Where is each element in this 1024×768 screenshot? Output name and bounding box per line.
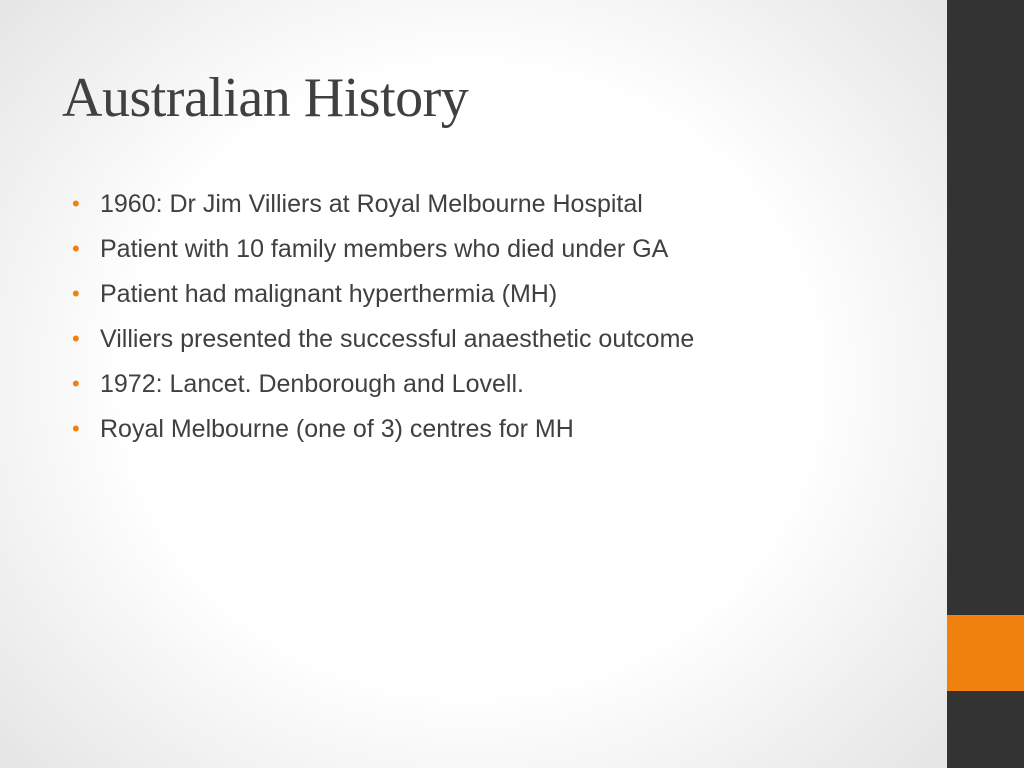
bullet-text: Royal Melbourne (one of 3) centres for MH bbox=[100, 415, 574, 443]
bullet-item bbox=[72, 363, 932, 408]
bullet-list bbox=[72, 183, 932, 453]
bullet-text: Villiers presented the successful anaesthetic outcome bbox=[100, 325, 695, 353]
bullet-item bbox=[72, 318, 932, 363]
bullet-item bbox=[72, 408, 932, 453]
bullet-icon: • bbox=[72, 236, 80, 261]
bullet-icon: • bbox=[72, 191, 80, 216]
bullet-icon: • bbox=[72, 416, 80, 441]
side-accent-block bbox=[947, 615, 1024, 691]
bullet-text: 1960: Dr Jim Villiers at Royal Melbourne Hospital bbox=[100, 190, 643, 218]
bullet-icon: • bbox=[72, 281, 80, 306]
slide-title: Australian History bbox=[62, 67, 469, 129]
bullet-item bbox=[72, 228, 932, 273]
bullet-text: Patient with 10 family members who died under GA bbox=[100, 235, 669, 263]
bullet-icon: • bbox=[72, 371, 80, 396]
bullet-text: Patient had malignant hyperthermia (MH) bbox=[100, 280, 558, 308]
bullet-text: 1972: Lancet. Denborough and Lovell. bbox=[100, 370, 524, 398]
bullet-icon: • bbox=[72, 326, 80, 351]
bullet-item bbox=[72, 273, 932, 318]
bullet-item bbox=[72, 183, 932, 228]
